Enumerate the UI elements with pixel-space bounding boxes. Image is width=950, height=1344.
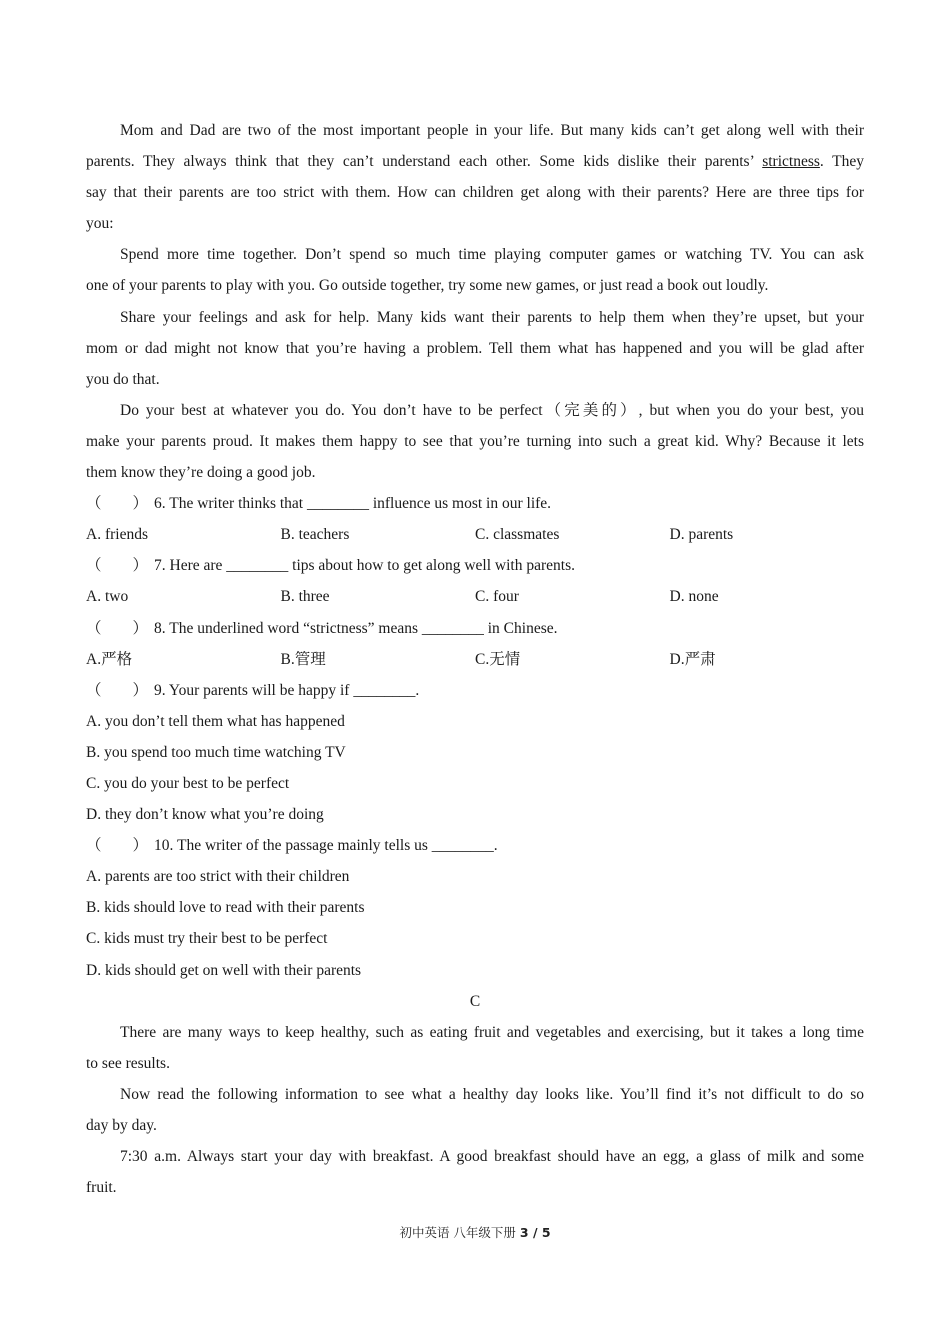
footer-label: 初中英语 八年级下册 [399,1225,520,1240]
passage-b-p1-line1: Mom and Dad are two of the most important people in your life. But many kids can’t get along well with their [120,122,864,139]
passage-c-p2-line1: Now read the following information to see what a healthy day looks like. You’ll find it’s not difficult to do so [120,1085,864,1103]
question-10-option-b[interactable]: B. kids should love to read with their parents [86,899,365,917]
passage-b-p1-line4: you: [86,215,114,233]
question-stem: 9. Your parents will be happy if ________. [154,681,420,699]
option-b[interactable]: B. three [280,588,330,606]
passage-c-p3-line2: fruit. [86,1179,117,1197]
passage-c-p1-line1: There are many ways to keep healthy, such as eating fruit and vegetables and exercising, but it takes a long time [120,1023,864,1041]
text-fragment: parents. They always think that they can’t understand each other. Some kids dislike their parents’ [86,153,754,171]
passage-b-p3-line3: you do that. [86,370,160,388]
page-content [86,115,864,1203]
question-6 [86,488,864,519]
question-9-option-a[interactable]: A. you don’t tell them what has happened [86,712,345,730]
question-9-option-c[interactable]: C. you do your best to be perfect [86,774,290,792]
question-9-option-d[interactable]: D. they don’t know what you’re doing [86,806,324,824]
option-c[interactable]: C.无情 [475,650,521,668]
question-stem: 7. Here are ________ tips about how to get along well with parents. [154,557,575,575]
option-d[interactable]: D. parents [669,526,734,544]
text-fragment: . They [819,153,864,171]
passage-b-p3-line1: Share your feelings and ask for help. Many kids want their parents to help them when they’re upset, but your [120,308,864,326]
option-a[interactable]: A. friends [86,526,148,544]
option-b[interactable]: B. teachers [280,526,350,544]
passage-b-p1-line2 [86,146,864,177]
question-8-options [86,644,864,675]
question-stem: 8. The underlined word “strictness” means ________ in Chinese. [154,619,558,637]
answer-blank[interactable]: （ ） [86,681,149,699]
question-7 [86,550,864,581]
passage-b-p4-line2: make your parents proud. It makes them happy to see that you’re turning into such a great kid. Why? Because it lets [86,432,864,450]
passage-b-p1-line3: say that their parents are too strict with them. How can children get along with their parents? Here are three tips for [86,184,864,202]
option-c[interactable]: C. four [475,588,519,606]
question-10-option-c[interactable]: C. kids must try their best to be perfect [86,930,328,948]
page-footer [0,1222,950,1244]
question-9-option-b[interactable]: B. you spend too much time watching TV [86,743,346,761]
question-9 [86,675,864,706]
question-10-option-a[interactable]: A. parents are too strict with their children [86,868,350,886]
underlined-word-strictness: strictness [762,153,820,171]
question-7-options [86,581,864,612]
question-6-options [86,519,864,550]
option-b[interactable]: B.管理 [280,650,326,668]
passage-b-p4-line1: Do your best at whatever you do. You don’t have to be perfect（完美的）, but when you do your best, you [120,401,864,419]
option-d[interactable]: D.严肃 [669,650,716,668]
option-a[interactable]: A. two [86,588,129,606]
passage-c-p2-line2: day by day. [86,1117,157,1134]
question-8 [86,613,864,644]
question-stem: 10. The writer of the passage mainly tells us ________. [154,837,498,855]
passage-b-p4-line3: them know they’re doing a good job. [86,464,316,482]
page-number: 3 / 5 [519,1225,551,1240]
answer-blank[interactable]: （ ） [86,557,149,575]
answer-blank[interactable]: （ ） [86,495,149,513]
answer-blank[interactable]: （ ） [86,619,149,637]
passage-b-p2-line1: Spend more time together. Don’t spend so much time playing computer games or watching TV. You can ask [120,246,864,264]
option-d[interactable]: D. none [669,588,719,606]
question-10-option-d[interactable]: D. kids should get on well with their parents [86,961,362,979]
question-stem: 6. The writer thinks that ________ influence us most in our life. [154,495,552,513]
option-a[interactable]: A.严格 [86,650,133,668]
passage-c-p3-line1: 7:30 a.m. Always start your day with breakfast. A good breakfast should have an egg, a glass of milk and some [120,1148,864,1166]
passage-b-p3-line2: mom or dad might not know that you’re having a problem. Tell them what has happened and you will be glad after [86,339,864,357]
passage-c-p1-line2: to see results. [86,1054,170,1072]
section-heading-c: C [469,992,481,1010]
answer-blank[interactable]: （ ） [86,837,149,855]
question-10 [86,830,864,861]
option-c[interactable]: C. classmates [475,526,560,544]
passage-b-p2-line2: one of your parents to play with you. Go outside together, try some new games, or just read a book out loudly. [86,277,769,295]
